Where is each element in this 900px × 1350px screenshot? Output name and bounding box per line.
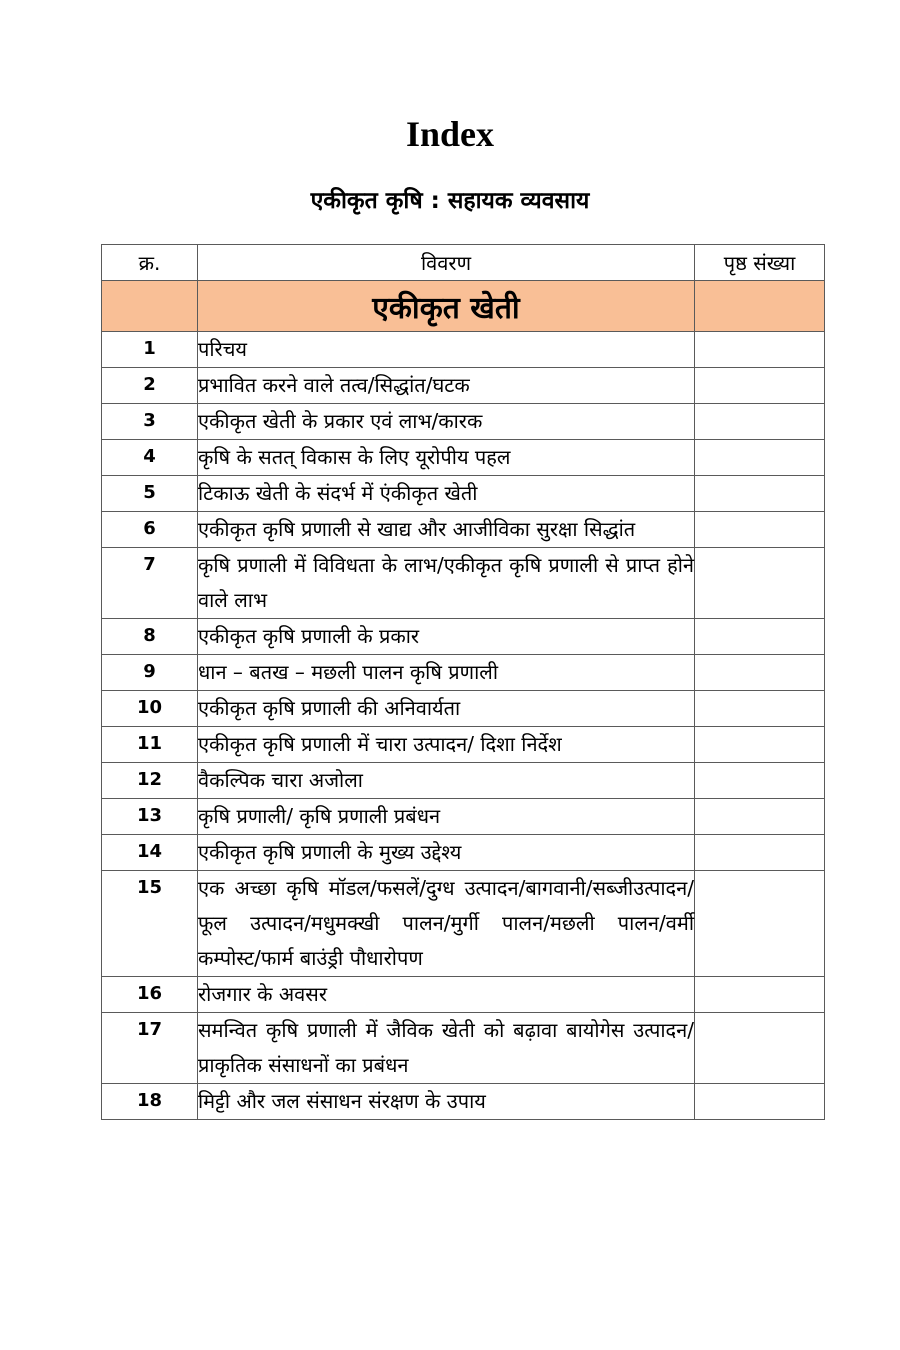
row-number: 7 (102, 548, 198, 619)
header-description: विवरण (198, 245, 695, 281)
row-number: 16 (102, 977, 198, 1013)
row-description: परिचय (198, 332, 695, 368)
row-number: 2 (102, 368, 198, 404)
row-page-number (695, 763, 825, 799)
index-table (101, 244, 825, 1120)
table-row (102, 871, 825, 977)
table-row (102, 977, 825, 1013)
row-number: 1 (102, 332, 198, 368)
row-page-number (695, 512, 825, 548)
table-row (102, 548, 825, 619)
row-description: एकीकृत कृषि प्रणाली की अनिवार्यता (198, 691, 695, 727)
row-page-number (695, 440, 825, 476)
row-number: 6 (102, 512, 198, 548)
section-title: एकीकृत खेती (198, 281, 695, 332)
table-row (102, 835, 825, 871)
row-page-number (695, 977, 825, 1013)
row-number: 14 (102, 835, 198, 871)
table-row (102, 512, 825, 548)
row-description: एकीकृत खेती के प्रकार एवं लाभ/कारक (198, 404, 695, 440)
section-cell-empty (102, 281, 198, 332)
header-serial: क्र. (102, 245, 198, 281)
row-number: 5 (102, 476, 198, 512)
row-page-number (695, 619, 825, 655)
row-description: एकीकृत कृषि प्रणाली में चारा उत्पादन/ दिशा निर्देश (198, 727, 695, 763)
table-row (102, 799, 825, 835)
row-page-number (695, 404, 825, 440)
row-page-number (695, 368, 825, 404)
row-page-number (695, 1013, 825, 1084)
table-row (102, 404, 825, 440)
row-number: 13 (102, 799, 198, 835)
row-number: 3 (102, 404, 198, 440)
row-number: 8 (102, 619, 198, 655)
table-row (102, 763, 825, 799)
row-number: 17 (102, 1013, 198, 1084)
table-row (102, 1013, 825, 1084)
row-description: धान – बतख – मछली पालन कृषि प्रणाली (198, 655, 695, 691)
page-subtitle: एकीकृत कृषि : सहायक व्यवसाय (310, 188, 590, 214)
row-page-number (695, 799, 825, 835)
page-title: Index (405, 114, 495, 154)
row-page-number (695, 691, 825, 727)
row-description: एकीकृत कृषि प्रणाली के मुख्य उद्देश्य (198, 835, 695, 871)
table-row (102, 368, 825, 404)
row-page-number (695, 548, 825, 619)
row-number: 4 (102, 440, 198, 476)
row-page-number (695, 476, 825, 512)
row-page-number (695, 871, 825, 977)
table-row (102, 476, 825, 512)
row-number: 18 (102, 1084, 198, 1120)
table-row (102, 691, 825, 727)
row-description: एकीकृत कृषि प्रणाली से खाद्य और आजीविका सुरक्षा सिद्धांत (198, 512, 695, 548)
section-row (102, 281, 825, 332)
table-row (102, 727, 825, 763)
row-number: 11 (102, 727, 198, 763)
table-row (102, 619, 825, 655)
row-page-number (695, 727, 825, 763)
table-row (102, 655, 825, 691)
row-page-number (695, 1084, 825, 1120)
row-number: 15 (102, 871, 198, 977)
row-description: एक अच्छा कृषि मॉडल/फसलें/दुग्ध उत्पादन/बागवानी/सब्जीउत्पादन/फूल उत्पादन/मधुमक्खी पालन/मुर्गी पालन/मछली पालन/वर्मी कम्पोस्ट/फार्म बाउंड्री पौधारोपण (198, 871, 695, 977)
row-description: एकीकृत कृषि प्रणाली के प्रकार (198, 619, 695, 655)
row-number: 9 (102, 655, 198, 691)
row-description: कृषि के सतत् विकास के लिए यूरोपीय पहल (198, 440, 695, 476)
row-page-number (695, 655, 825, 691)
header-row (102, 245, 825, 281)
table-row (102, 1084, 825, 1120)
row-number: 12 (102, 763, 198, 799)
table-row (102, 440, 825, 476)
row-description: वैकल्पिक चारा अजोला (198, 763, 695, 799)
row-page-number (695, 332, 825, 368)
row-page-number (695, 835, 825, 871)
row-description: मिट्टी और जल संसाधन संरक्षण के उपाय (198, 1084, 695, 1120)
row-number: 10 (102, 691, 198, 727)
section-cell-empty (695, 281, 825, 332)
row-description: कृषि प्रणाली/ कृषि प्रणाली प्रबंधन (198, 799, 695, 835)
row-description: कृषि प्रणाली में विविधता के लाभ/एकीकृत कृषि प्रणाली से प्राप्त होने वाले लाभ (198, 548, 695, 619)
row-description: प्रभावित करने वाले तत्व/सिद्धांत/घटक (198, 368, 695, 404)
header-page-number: पृष्ठ संख्या (695, 245, 825, 281)
row-description: टिकाऊ खेती के संदर्भ में एंकीकृत खेती (198, 476, 695, 512)
row-description: समन्वित कृषि प्रणाली में जैविक खेती को बढ़ावा बायोगेस उत्पादन/प्राकृतिक संसाधनों का प्रबंधन (198, 1013, 695, 1084)
row-description: रोजगार के अवसर (198, 977, 695, 1013)
table-row (102, 332, 825, 368)
